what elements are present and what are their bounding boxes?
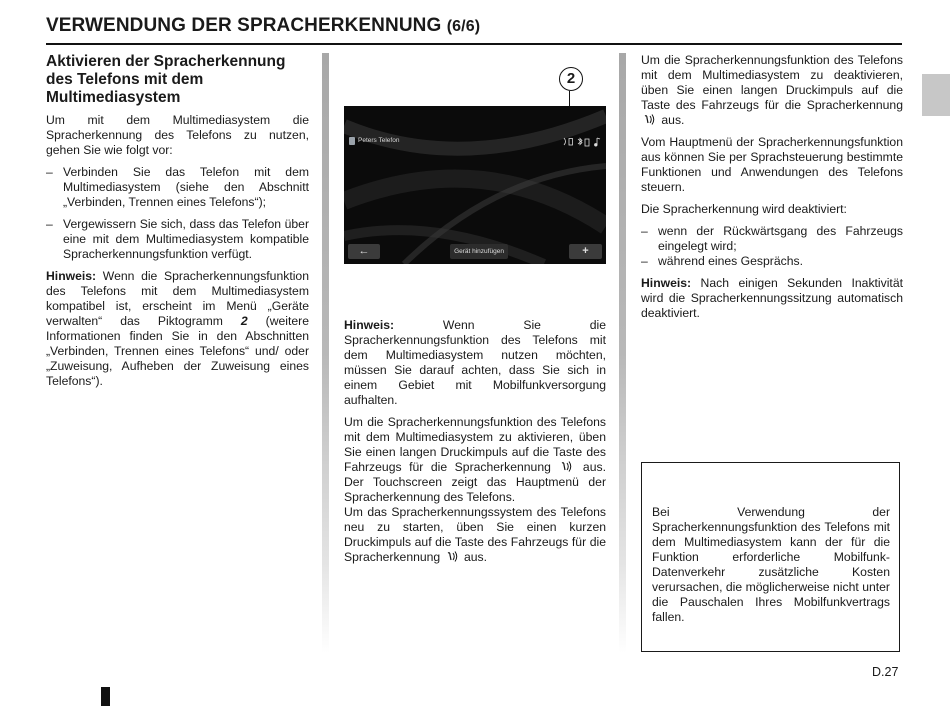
voice-recognition-icon	[643, 113, 656, 126]
add-button[interactable]: +	[569, 244, 602, 259]
back-arrow-icon[interactable]: ←	[348, 244, 380, 259]
corner-mark	[101, 687, 110, 706]
left-column	[46, 53, 309, 396]
note-paragraph	[641, 276, 903, 321]
list-item: – Vergewissern Sie sich, dass das Telefon über eine mit dem Multimediasystem kompatible Spracherkennungsfunktion verfügt.	[46, 217, 309, 261]
list-item-text: Verbinden Sie das Telefon mit dem Multimediasystem (siehe den Abschnitt „Verbinden, Trennen eines Telefons“);	[63, 165, 309, 209]
deactivate-text: aus.	[658, 113, 685, 127]
note-text: (weitere Informationen finden Sie in den Abschnitten „Verbinden, Trennen eines Telefons“ und/ oder „Zuweisung, Aufheben der Zuweisung eines Telefons“).	[46, 314, 309, 388]
voice-recognition-icon	[560, 460, 573, 473]
intro-paragraph: Um mit dem Multimediasystem die Spracherkennung des Telefons zu nutzen, gehen Sie wie folgt vor:	[46, 113, 309, 157]
right-column	[641, 53, 903, 328]
screen-footer	[348, 244, 602, 259]
middle-column	[344, 318, 606, 572]
note-text: Wenn die Spracherkennungsfunktion des Telefons mit dem Multimediasystem kompatibel ist, erscheint im Menü „Geräte verwalten“ das Piktogramm	[46, 269, 309, 328]
status-icons	[562, 136, 606, 147]
activate-paragraph	[344, 415, 606, 505]
page-title	[46, 15, 480, 37]
deactivated-paragraph: Die Spracherkennung wird deaktiviert:	[641, 202, 847, 216]
restart-paragraph	[344, 505, 606, 565]
phone-icon	[569, 139, 573, 146]
notice-box	[641, 462, 900, 652]
note-label: Hinweis:	[641, 276, 692, 290]
note-label: Hinweis:	[344, 318, 395, 332]
note-text: Nach einigen Sekunden Inaktivität wird die Spracherkennungssitzung automatisch deaktiviert.	[641, 276, 903, 320]
column-divider	[619, 53, 626, 653]
add-device-button[interactable]: Gerät hinzufügen	[450, 244, 508, 259]
music-icon	[595, 138, 601, 146]
phone-icon	[349, 137, 355, 145]
restart-text: Um das Spracherkennungssystem des Telefons neu zu starten, üben Sie einen kurzen Druckimpuls auf die Taste des Fahrzeugs für die Spracherkennung	[344, 505, 606, 564]
voice-recognition-icon	[446, 550, 459, 563]
deactivate-text: Um die Spracherkennungsfunktion des Telefons mit dem Multimediasystem zu deaktivieren, üben Sie einen langen Druckimpuls auf die Taste des Fahrzeugs für die Spracherkennung	[641, 53, 903, 112]
activate-text: aus. Der Touchscreen zeigt das Hauptmenü der Spracherkennung des Telefons.	[344, 460, 606, 504]
list-item-text: Vergewissern Sie sich, dass das Telefon über eine mit dem Multimediasystem kompatible Spracherkennungsfunktion verfügt.	[63, 217, 309, 261]
activate-text: Um die Spracherkennungsfunktion des Telefons mit dem Multimediasystem zu aktivieren, üben Sie einen langen Druckimpuls auf die Taste des Fahrzeugs für die Spracherkennung	[344, 415, 606, 474]
phone-name[interactable]: Peters Telefon	[358, 137, 400, 144]
main-menu-paragraph: Vom Hauptmenü der Spracherkennungsfunktion aus können Sie per Sprachsteuerung bestimmte Funktionen und Anwendungen des Telefons steuern.	[641, 135, 903, 194]
column-divider	[322, 53, 329, 653]
list-item-text: wenn der Rückwärtsgang des Fahrzeugs eingelegt wird;	[658, 224, 903, 253]
note-paragraph	[46, 269, 309, 389]
page-number: D.27	[872, 665, 899, 679]
note-label: Hinweis:	[46, 269, 97, 283]
list-item: – während eines Gesprächs.	[641, 254, 803, 268]
notice-text: Bei Verwendung der Spracherkennungsfunktion des Telefons mit dem Multimediasystem kann der für die Funktion erforderliche Mobilfunk-Datenverkehr zusätzliche Kosten verursachen, die möglicherweise nicht unter die Pauschalen Ihres Mobilfunkvertrags fallen.	[652, 505, 890, 624]
multimedia-screen	[344, 106, 606, 264]
voice-recognition-icon	[564, 138, 566, 145]
page-title-text: VERWENDUNG DER SPRACHERKENNUNG	[46, 15, 442, 36]
note-text: Wenn Sie die Spracherkennungsfunktion des Telefons mit dem Multimediasystem nutzen möchten, müssen Sie darauf achten, dass Sie sich in einem Gebiet mit Mobilfunkversorgung aufhalten.	[344, 318, 606, 407]
bluetooth-icon	[578, 139, 582, 145]
screen-background	[344, 106, 606, 264]
battery-icon	[585, 139, 589, 146]
screen-header	[344, 133, 606, 149]
note-paragraph	[344, 318, 606, 408]
restart-text: aus.	[460, 550, 488, 564]
list-item: – Verbinden Sie das Telefon mit dem Multimediasystem (siehe den Abschnitt „Verbinden, Trennen eines Telefons“);	[46, 165, 309, 209]
section-heading: Aktivieren der Spracherkennung des Telefons mit dem Multimediasystem	[46, 53, 286, 106]
pictogram-number: 2	[240, 314, 248, 328]
list-item: – wenn der Rückwärtsgang des Fahrzeugs eingelegt wird;	[641, 224, 903, 253]
page-title-part: (6/6)	[446, 18, 481, 35]
title-rule	[46, 43, 902, 45]
callout-number: 2	[559, 67, 583, 91]
deactivate-paragraph	[641, 53, 903, 128]
section-thumb-tab	[922, 74, 950, 116]
list-item-text: während eines Gesprächs.	[658, 254, 803, 268]
